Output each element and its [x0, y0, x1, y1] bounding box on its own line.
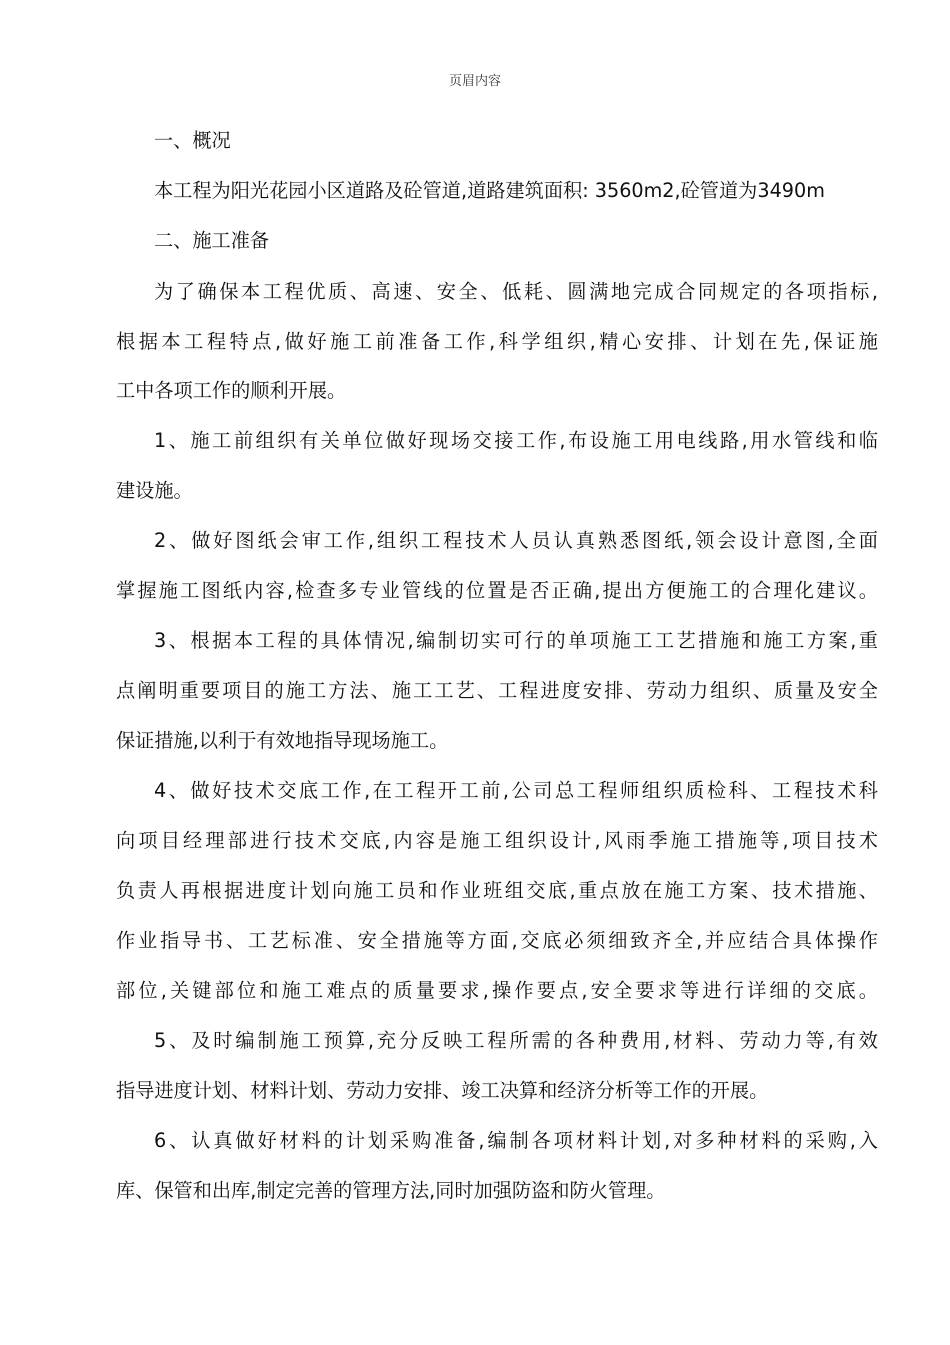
paragraph-line: 5、及时编制施工预算,充分反映工程所需的各种费用,材料、劳动力等,有效 [154, 1029, 878, 1052]
paragraph-line: 掌握施工图纸内容,检查多专业管线的位置是否正确,提出方便施工的合理化建议。 [116, 579, 878, 602]
paragraph-line: 2、做好图纸会审工作,组织工程技术人员认真熟悉图纸,领会设计意图,全面 [154, 529, 878, 552]
paragraph-line: 库、保管和出库,制定完善的管理方法,同时加强防盗和防火管理。 [116, 1179, 666, 1202]
paragraph-line: 指导进度计划、材料计划、劳动力安排、竣工决算和经济分析等工作的开展。 [116, 1079, 769, 1102]
paragraph-line: 建设施。 [116, 479, 193, 502]
paragraph-line: 部位,关键部位和施工难点的质量要求,操作要点,安全要求等进行详细的交底。 [116, 979, 878, 1002]
paragraph-line: 3、根据本工程的具体情况,编制切实可行的单项施工工艺措施和施工方案,重 [154, 629, 878, 652]
paragraph-line: 6、认真做好材料的计划采购准备,编制各项材料计划,对多种材料的采购,入 [154, 1129, 878, 1152]
paragraph-line: 保证措施,以利于有效地指导现场施工。 [116, 729, 449, 752]
paragraph-line: 工中各项工作的顺利开展。 [116, 379, 347, 402]
paragraph-line: 4、做好技术交底工作,在工程开工前,公司总工程师组织质检科、工程技术科 [154, 779, 878, 802]
paragraph-line: 向项目经理部进行技术交底,内容是施工组织设计,风雨季施工措施等,项目技术 [116, 829, 878, 852]
paragraph-line: 1、施工前组织有关单位做好现场交接工作,布设施工用电线路,用水管线和临 [154, 429, 878, 452]
page-header: 页眉内容 [448, 74, 501, 89]
paragraph-line: 负责人再根据进度计划向施工员和作业班组交底,重点放在施工方案、技术措施、 [116, 879, 878, 902]
paragraph-line: 为了确保本工程优质、高速、安全、低耗、圆满地完成合同规定的各项指标, [154, 280, 878, 303]
section-heading-preparation: 二、施工准备 [154, 229, 270, 252]
section-heading-overview: 一、概况 [154, 129, 231, 152]
paragraph-line: 根据本工程特点,做好施工前准备工作,科学组织,精心安排、计划在先,保证施 [116, 330, 878, 353]
paragraph-line: 点阐明重要项目的施工方法、施工工艺、工程进度安排、劳动力组织、质量及安全 [116, 679, 878, 702]
overview-text: 本工程为阳光花园小区道路及砼管道,道路建筑面积: 3560m2,砼管道为3490m [154, 179, 825, 202]
paragraph-line: 作业指导书、工艺标准、安全措施等方面,交底必须细致齐全,并应结合具体操作 [116, 929, 878, 952]
